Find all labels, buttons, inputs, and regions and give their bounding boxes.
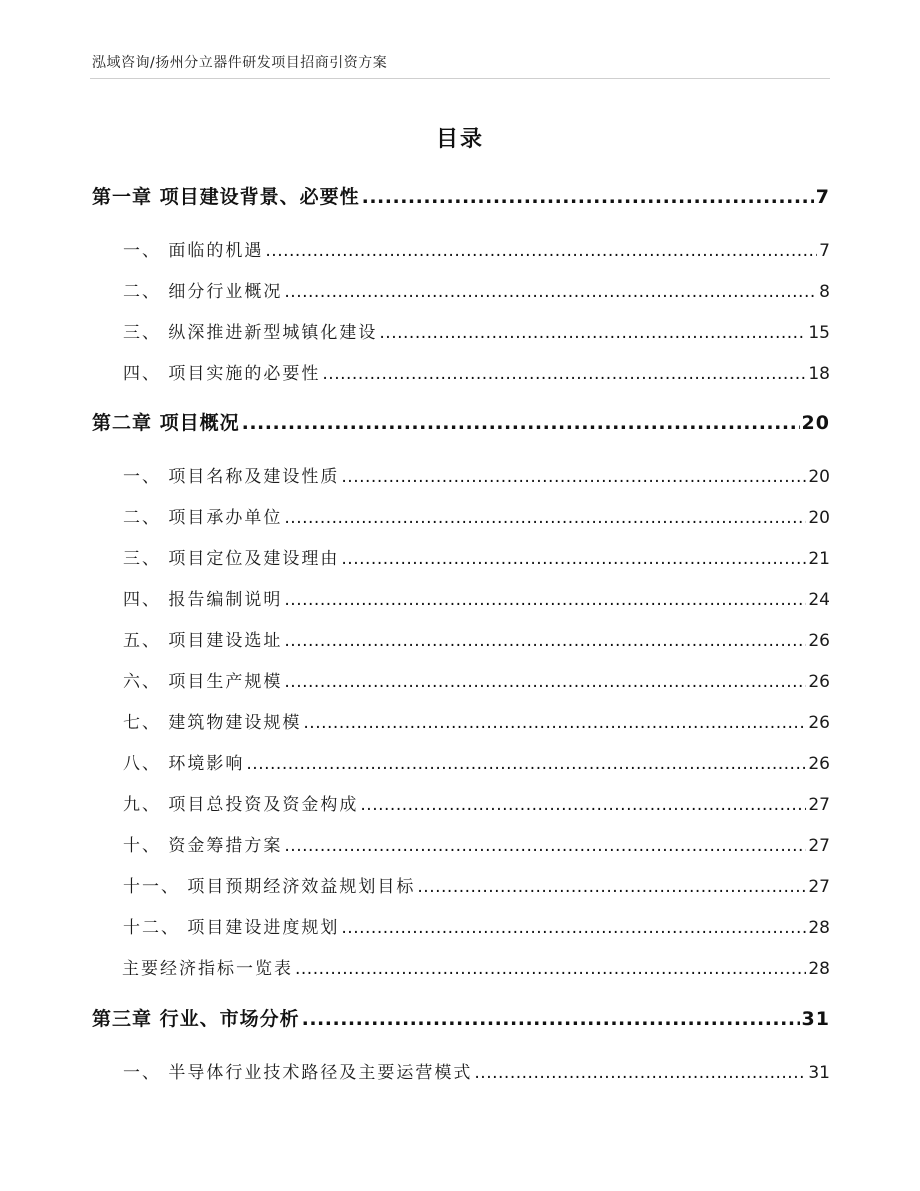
toc-title: 目录 bbox=[435, 127, 484, 152]
toc-entry-label: 六、 项目生产规模 bbox=[123, 672, 283, 692]
toc-section[interactable] bbox=[92, 462, 830, 503]
toc-section[interactable] bbox=[92, 831, 830, 872]
toc-entry-label: 三、 项目定位及建设理由 bbox=[123, 549, 340, 569]
toc-entry-label: 十一、 项目预期经济效益规划目标 bbox=[123, 877, 416, 897]
toc-chapter-2[interactable] bbox=[92, 408, 830, 462]
dot-leader bbox=[341, 918, 806, 938]
toc-section[interactable] bbox=[92, 626, 830, 667]
dot-leader bbox=[341, 467, 806, 487]
toc-entry-label: 十二、 项目建设进度规划 bbox=[123, 918, 340, 938]
toc-entry-label: 七、 建筑物建设规模 bbox=[123, 713, 302, 733]
toc-chapter-3[interactable] bbox=[92, 1004, 830, 1058]
toc-section[interactable] bbox=[92, 1058, 830, 1099]
toc-page-number: 27 bbox=[808, 836, 830, 856]
toc-entry-label: 三、 纵深推进新型城镇化建设 bbox=[123, 323, 378, 343]
dot-leader bbox=[302, 1008, 800, 1030]
toc-section[interactable] bbox=[92, 954, 830, 1004]
toc-entry-label: 二、 细分行业概况 bbox=[123, 282, 283, 302]
toc-section[interactable] bbox=[92, 913, 830, 954]
dot-leader bbox=[341, 549, 806, 569]
toc-section[interactable] bbox=[92, 277, 830, 318]
dot-leader bbox=[284, 836, 806, 856]
toc-section[interactable] bbox=[92, 667, 830, 708]
toc-section[interactable] bbox=[92, 318, 830, 359]
dot-leader bbox=[360, 795, 806, 815]
dot-leader bbox=[284, 672, 806, 692]
toc-page-number: 31 bbox=[801, 1008, 830, 1030]
dot-leader bbox=[474, 1063, 806, 1083]
toc-entry-label: 四、 项目实施的必要性 bbox=[123, 364, 321, 384]
toc-chapter-1[interactable] bbox=[92, 182, 830, 218]
dot-leader bbox=[379, 323, 806, 343]
toc-entry-label: 一、 半导体行业技术路径及主要运营模式 bbox=[123, 1063, 473, 1083]
dot-leader bbox=[303, 713, 806, 733]
dot-leader bbox=[295, 959, 806, 979]
dot-leader bbox=[284, 631, 806, 651]
toc-entry-label: 主要经济指标一览表 bbox=[122, 959, 293, 979]
toc-section[interactable] bbox=[92, 359, 830, 408]
toc-section[interactable] bbox=[92, 790, 830, 831]
header-divider bbox=[90, 78, 830, 79]
toc-entry-label: 五、 项目建设选址 bbox=[123, 631, 283, 651]
toc-page-number: 18 bbox=[808, 364, 830, 384]
toc-entry-label: 一、 面临的机遇 bbox=[123, 241, 264, 261]
dot-leader bbox=[246, 754, 806, 774]
running-header: 泓域咨询/扬州分立器件研发项目招商引资方案 bbox=[92, 55, 388, 71]
table-of-contents bbox=[92, 176, 830, 1099]
toc-entry-label: 第三章 行业、市场分析 bbox=[92, 1008, 300, 1030]
toc-page-number: 20 bbox=[801, 412, 830, 434]
toc-page-number: 26 bbox=[808, 713, 830, 733]
dot-leader bbox=[417, 877, 806, 897]
toc-page-number: 31 bbox=[808, 1063, 830, 1083]
toc-entry-label: 四、 报告编制说明 bbox=[123, 590, 283, 610]
dot-leader bbox=[284, 282, 817, 302]
toc-entry-label: 二、 项目承办单位 bbox=[123, 508, 283, 528]
toc-section[interactable] bbox=[92, 544, 830, 585]
toc-entry-label: 第一章 项目建设背景、必要性 bbox=[92, 186, 360, 208]
toc-page-number: 7 bbox=[815, 186, 830, 208]
toc-page-number: 28 bbox=[808, 918, 830, 938]
toc-section[interactable] bbox=[92, 708, 830, 749]
toc-section[interactable] bbox=[92, 236, 830, 277]
toc-page-number: 28 bbox=[808, 959, 830, 979]
dot-leader bbox=[242, 412, 800, 434]
toc-page-number: 27 bbox=[808, 795, 830, 815]
toc-page-number: 8 bbox=[819, 282, 830, 302]
toc-page-number: 26 bbox=[808, 631, 830, 651]
toc-section[interactable] bbox=[92, 749, 830, 790]
toc-section[interactable] bbox=[92, 585, 830, 626]
toc-page-number: 15 bbox=[808, 323, 830, 343]
toc-section[interactable] bbox=[92, 872, 830, 913]
dot-leader bbox=[362, 186, 814, 208]
toc-page-number: 26 bbox=[808, 754, 830, 774]
toc-page-number: 7 bbox=[819, 241, 830, 261]
dot-leader bbox=[284, 590, 806, 610]
toc-entry-label: 九、 项目总投资及资金构成 bbox=[123, 795, 359, 815]
dot-leader bbox=[265, 241, 817, 261]
toc-entry-label: 十、 资金筹措方案 bbox=[123, 836, 283, 856]
toc-page-number: 21 bbox=[808, 549, 830, 569]
toc-entry-label: 第二章 项目概况 bbox=[92, 412, 240, 434]
toc-page-number: 24 bbox=[808, 590, 830, 610]
toc-page-number: 20 bbox=[808, 467, 830, 487]
toc-entry-label: 一、 项目名称及建设性质 bbox=[123, 467, 340, 487]
toc-page-number: 26 bbox=[808, 672, 830, 692]
dot-leader bbox=[322, 364, 806, 384]
toc-page-number: 27 bbox=[808, 877, 830, 897]
toc-section[interactable] bbox=[92, 503, 830, 544]
toc-page-number: 20 bbox=[808, 508, 830, 528]
toc-entry-label: 八、 环境影响 bbox=[123, 754, 245, 774]
dot-leader bbox=[284, 508, 806, 528]
